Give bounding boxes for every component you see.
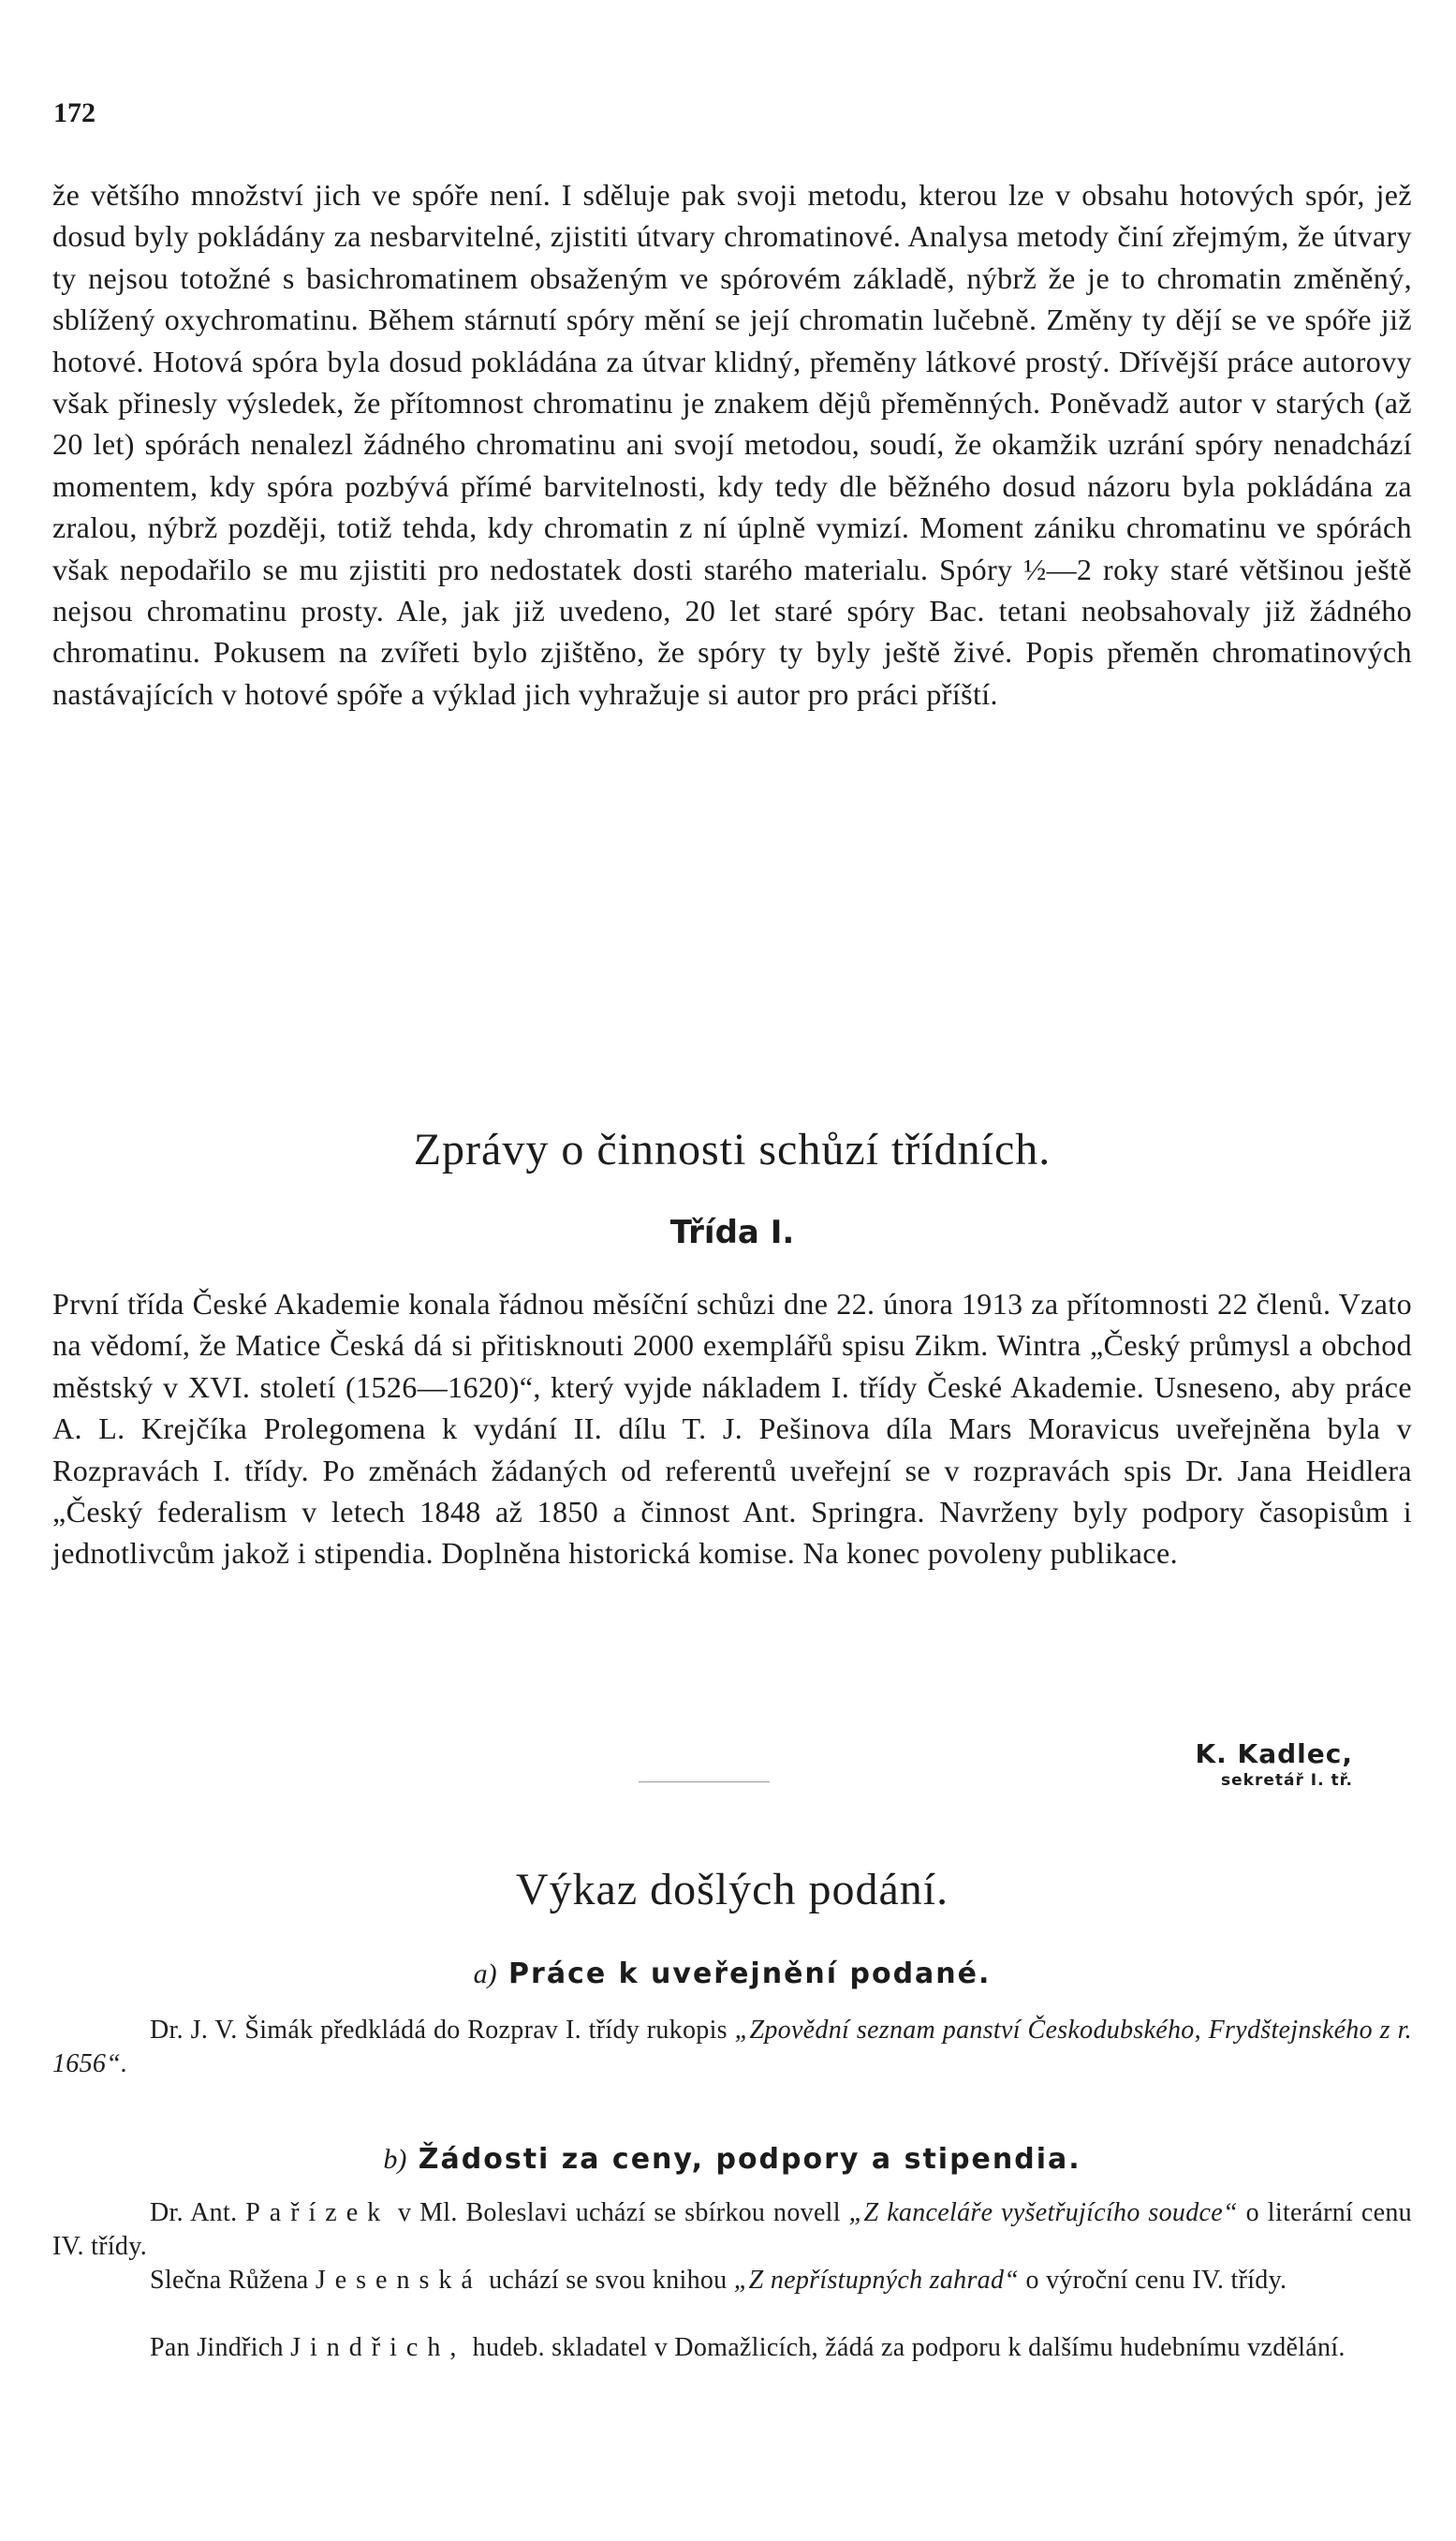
entry-work-title: „Zpovědní seznam panství Českodubského, Frydštejnského z r. 1656“. — [52, 2016, 1412, 2078]
entry-text: v Ml. Boleslavi uchází se sbírkou novell — [397, 2198, 841, 2227]
meeting-report-paragraph: První třída České Akademie konala řádnou měsíční schůzi dne 22. února 1913 za přítomnosti 22 členů. Vzato na vědomí, že Matice Česká dá si přitisknouti 2000 exemplářů spisu Zikm. Wintra „Český průmysl a obchod městský v XVI. století (1526—1620)“, který vyjde nákladem I. třídy České Akademie. Usneseno, aby práce A. L. Krejčíka Prolegomena k vydání II. dílu T. J. Pešinova díla Mars Moravicus uveřejněna byla v Rozpravách I. třídy. Po změnách žádaných od referentů uveřejní se v rozpravách spis Dr. Jana Heidlera „Český federalism v letech 1848 až 1850 a činnost Ant. Springra. Navrženy byly podpory časopisům i jednotlivcům jakož i stipendia. Doplněna historická komise. Na konec povoleny publikace. — [52, 1287, 1412, 1571]
entry-text: Dr. J. V. Šimák předkládá do Rozprav I. třídy rukopis — [150, 2016, 728, 2045]
signature-role: sekretář I. tř. — [1220, 1771, 1353, 1790]
class-heading: Třída I. — [669, 1214, 795, 1251]
entry-lead: Pan Jindřich — [150, 2333, 284, 2362]
entry-person-name: Pařízek — [245, 2198, 390, 2227]
signature-name: K. Kadlec, — [1195, 1738, 1353, 1769]
entry-tail: o výroční cenu IV. třídy. — [1025, 2266, 1287, 2295]
subsection-title-b: Žádosti za ceny, podpory a stipendia. — [418, 2143, 1081, 2176]
subsection-marker-b: b) — [383, 2144, 407, 2175]
section-heading-zpravy: Zprávy o činnosti schůzí třídních. — [413, 1125, 1052, 1174]
intro-paragraph: že většího množství jich ve spóře není. I sděluje pak svoji metodu, kterou lze v obsahu hotových spór, jež dosud byly pokládány za nesbarvitelné, zjistiti útvary chromatinové. Analysa metody činí zřejmým, že útvary ty nejsou totožné s basichromatinem obsaženým ve spórovém základě, nýbrž že je to chromatin změněný, sblížený oxychromatinu. Během stárnutí spóry mění se její chromatin lučebně. Změny ty dějí se ve spóře již hotové. Hotová spóra byla dosud pokládána za útvar klidný, přeměny látkové prostý. Dřívější práce autorovy však přinesly výsledek, že přítomnost chromatinu je znakem dějů přeměnných. Poněvadž autor v starých (až 20 let) spórách nenalezl žádného chromatinu ani svojí metodou, soudí, že okamžik uzrání spóry nenadchází momentem, kdy spóra pozbývá přímé barvitelnosti, kdy tedy dle běžného dosud názoru byla pokládána za zralou, nýbrž později, totiž tehda, kdy chromatin z ní úplně vymizí. Moment zániku chromatinu ve spórách však nepodařilo se mu zjistiti pro nedostatek dosti starého materialu. Spóry ½—2 roky staré většinou ještě nejsou chromatinu prosty. Ale, jak již uvedeno, 20 let staré spóry Bac. tetani neobsahovaly již žádného chromatinu. Pokusem na zvířeti bylo zjištěno, že spóry ty byly ještě živé. Popis přeměn chromatinových nastávajících v hotové spóře a výklad jich vyhražuje si autor pro práci příští. — [52, 178, 1412, 711]
signature-block — [1195, 1738, 1353, 1790]
subsection-marker-a: a) — [473, 1958, 497, 1989]
section-divider — [639, 1781, 770, 1782]
list-item — [52, 2331, 1412, 2365]
entry-lead: Slečna Růžena — [150, 2266, 309, 2295]
entry-text: uchází se svou knihou — [489, 2266, 728, 2295]
entry-lead: Dr. Ant. — [150, 2198, 238, 2227]
list-item — [52, 2264, 1412, 2297]
page-number: 172 — [53, 97, 96, 128]
entry-person-name: Jesenská — [315, 2266, 482, 2295]
list-item — [52, 2014, 1412, 2081]
subsection-heading-a — [52, 1957, 1412, 1990]
entry-work-title: „Z nepřístupných zahrad“ — [733, 2266, 1020, 2295]
entry-tail: o literární cenu IV. třídy. — [52, 2198, 1412, 2261]
list-item — [52, 2196, 1412, 2264]
entry-person-name: Jindřich, — [290, 2333, 466, 2362]
subsection-title-a: Práce k uveřejnění podané. — [508, 1957, 992, 1990]
subsection-heading-b — [52, 2143, 1412, 2176]
section-heading-vykaz: Výkaz došlých podání. — [515, 1865, 949, 1914]
entry-work-title: „Z kanceláře vyšetřujícího soudce“ — [848, 2198, 1238, 2227]
entry-tail: hudeb. skladatel v Domažlicích, žádá za podporu k dalšímu hudebnímu vzdělání. — [472, 2333, 1346, 2362]
